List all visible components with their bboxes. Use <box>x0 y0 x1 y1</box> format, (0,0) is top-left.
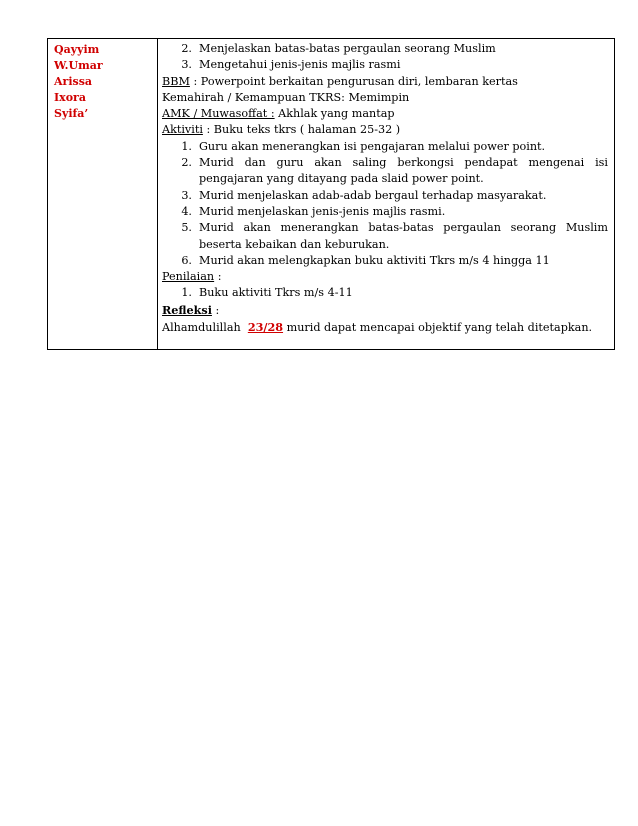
activity-item <box>162 220 608 253</box>
activity-number: 4. <box>181 204 192 218</box>
refleksi-line <box>162 302 608 319</box>
reflection-score: 23/28 <box>247 320 284 335</box>
amk-label: AMK / Muwasoffat : <box>162 107 275 121</box>
amk-text: Akhlak yang mantap <box>274 107 395 121</box>
refleksi-text: : <box>211 303 220 317</box>
student-name: Qayyim <box>54 43 100 56</box>
penilaian-label: Penilaian <box>162 270 215 284</box>
activity-number: 3. <box>181 188 192 202</box>
assessment-number: 1. <box>181 286 192 300</box>
activity-item <box>162 188 608 204</box>
lesson-table <box>47 38 615 350</box>
aktiviti-label: Aktiviti <box>162 123 203 137</box>
activity-number: 6. <box>181 253 192 267</box>
activity-text: Murid dan guru akan saling berkongsi pendapat mengenai isi pengajaran yang ditayang pada slaid power point. <box>199 156 608 186</box>
assessment-text: Buku aktiviti Tkrs m/s 4-11 <box>199 286 353 300</box>
reflection-prefix: Alhamdulillah <box>162 321 248 335</box>
student-name: Syifa’ <box>54 107 89 120</box>
activity-text: Murid menjelaskan jenis-jenis majlis rasmi. <box>199 204 446 218</box>
activity-number: 2. <box>181 156 192 170</box>
amk-line <box>162 106 608 122</box>
assessment-item <box>162 285 608 301</box>
objective-number: 3. <box>181 58 192 72</box>
kemahiran-line: Kemahirah / Kemampuan TKRS: Memimpin <box>162 90 410 104</box>
penilaian-line <box>162 269 608 285</box>
activity-text: Guru akan menerangkan isi pengajaran melalui power point. <box>199 139 546 153</box>
objective-number: 2. <box>181 42 192 55</box>
activity-text: Murid akan melengkapkan buku aktiviti Tkrs m/s 4 hingga 11 <box>199 253 550 267</box>
activity-item <box>162 139 608 155</box>
student-name: Ixora <box>54 91 86 104</box>
bbm-label: BBM <box>162 74 190 88</box>
activity-number: 1. <box>181 139 192 153</box>
activity-text: Murid menjelaskan adab-adab bergaul terhadap masyarakat. <box>199 188 547 202</box>
activity-text: Murid akan menerangkan batas-batas pergaulan seorang Muslim beserta kebaikan dan keburukan. <box>199 221 608 251</box>
aktiviti-text: : Buku teks tkrs ( halaman 25-32 ) <box>202 123 401 137</box>
activity-number: 5. <box>181 221 192 235</box>
objective-text: Menjelaskan batas-batas pergaulan seorang Muslim <box>199 42 496 55</box>
lesson-content <box>158 39 614 349</box>
refleksi-label: Refleksi <box>162 302 212 317</box>
reflection-line <box>162 319 608 336</box>
objective-item <box>162 41 608 57</box>
aktiviti-line <box>162 122 608 138</box>
activity-item <box>162 204 608 220</box>
objective-text: Mengetahui jenis-jenis majlis rasmi <box>199 58 401 72</box>
bbm-line <box>162 74 608 90</box>
student-name: Arissa <box>54 75 93 88</box>
student-names-column <box>48 39 158 349</box>
penilaian-text: : <box>214 270 222 284</box>
activity-item <box>162 155 608 188</box>
reflection-suffix: murid dapat mencapai objektif yang telah ditetapkan. <box>283 321 593 335</box>
bbm-text: : Powerpoint berkaitan pengurusan diri, lembaran kertas <box>189 74 518 88</box>
student-name: W.Umar <box>54 59 103 72</box>
activity-item <box>162 253 608 269</box>
objective-item <box>162 57 608 73</box>
